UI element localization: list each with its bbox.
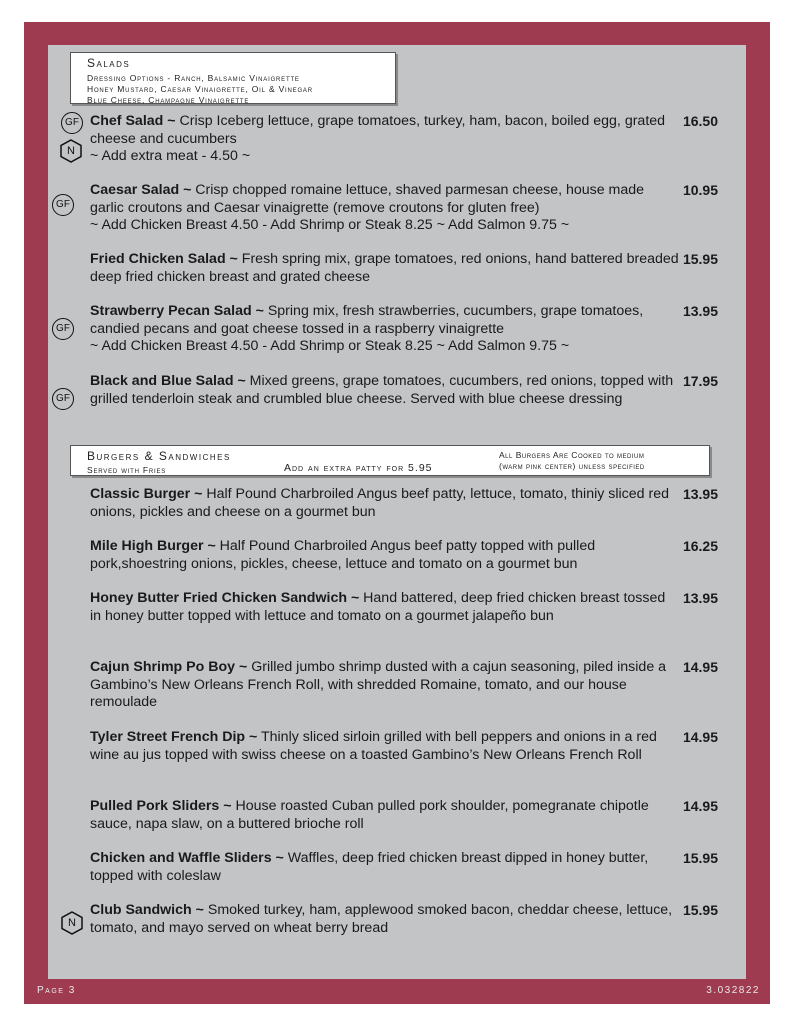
item-name: Black and Blue Salad ~ [90, 373, 246, 389]
dressing-line: Dressing Options - Ranch, Balsamic Vinaigrette [87, 73, 300, 83]
item-price: 17.95 [682, 373, 718, 389]
item-description: Hand battered, deep fried chicken breast tossed in honey butter topped with lettuce and tomato on a gourmet jalapeño bun [90, 590, 666, 624]
gluten-free-icon: GF [52, 318, 74, 340]
item-name: Fried Chicken Salad ~ [90, 251, 238, 267]
item-addon: ~ Add Chicken Breast 4.50 - Add Shrimp or Steak 8.25 ~ Add Salmon 9.75 ~ [90, 338, 570, 354]
item-price: 10.95 [682, 182, 718, 198]
item-price: 15.95 [682, 251, 718, 267]
item-price: 16.50 [682, 113, 718, 129]
item-price: 15.95 [682, 850, 718, 866]
item-price: 14.95 [682, 729, 718, 745]
item-description: Spring mix, fresh strawberries, cucumbers, grape tomatoes, candied pecans and goat cheese tossed in a raspberry vinaigrette [90, 303, 644, 337]
menu-item-chicken-waffle-sliders [90, 850, 680, 885]
menu-item-black-and-blue-salad [90, 373, 680, 408]
item-addon: ~ Add Chicken Breast 4.50 - Add Shrimp or Steak 8.25 ~ Add Salmon 9.75 ~ [90, 217, 570, 233]
item-description: Half Pound Charbroiled Angus beef patty, lettuce, tomato, thiniy sliced red onions, pickles and cheese on a gourmet bun [90, 486, 669, 520]
menu-item-classic-burger [90, 486, 680, 521]
item-price: 13.95 [682, 303, 718, 319]
item-name: Club Sandwich ~ [90, 902, 204, 918]
item-price: 15.95 [682, 902, 718, 918]
item-price: 14.95 [682, 798, 718, 814]
nut-label: N [67, 145, 75, 157]
item-description: Grilled jumbo shrimp dusted with a cajun seasoning, piled inside a Gambino’s New Orleans French Roll, with shredded Romaine, tomato, and our house remoulade [90, 659, 667, 710]
item-description: Thinly sliced sirloin grilled with bell peppers and onions in a red wine au jus topped with swiss cheese on a toasted Gambino’s New Orleans French Roll [90, 729, 657, 763]
menu-item-strawberry-pecan-salad [90, 303, 680, 356]
item-name: Caesar Salad ~ [90, 182, 192, 198]
nut-label: N [68, 917, 76, 929]
menu-item-pulled-pork-sliders [90, 798, 680, 833]
item-addon: ~ Add extra meat - 4.50 ~ [90, 148, 251, 164]
item-description: House roasted Cuban pulled pork shoulder, pomegranate chipotle sauce, napa slaw, on a buttered brioche roll [90, 798, 649, 832]
menu-item-honey-butter-chicken-sandwich [90, 590, 680, 625]
item-price: 16.25 [682, 538, 718, 554]
menu-item-club-sandwich [90, 902, 680, 937]
menu-item-fried-chicken-salad [90, 251, 680, 286]
item-description: Fresh spring mix, grape tomatoes, red onions, hand battered breaded deep fried chicken breast and grated cheese [90, 251, 679, 285]
item-name: Pulled Pork Sliders ~ [90, 798, 232, 814]
menu-item-mile-high-burger [90, 538, 680, 573]
item-name: Mile High Burger ~ [90, 538, 216, 554]
gluten-free-icon: GF [52, 388, 74, 410]
item-description: Crisp Iceberg lettuce, grape tomatoes, turkey, ham, bacon, boiled egg, grated cheese and cucumbers [90, 113, 666, 147]
item-price: 13.95 [682, 486, 718, 502]
burgers-subtitle: Served with Fries [87, 465, 167, 475]
cook-note-line: (warm pink center) unless specified [499, 461, 645, 471]
menu-item-cajun-shrimp-po-boy [90, 659, 680, 712]
item-description: Smoked turkey, ham, applewood smoked bacon, cheddar cheese, lettuce, tomato, and mayo served on wheat berry bread [90, 902, 673, 936]
item-name: Tyler Street French Dip ~ [90, 729, 258, 745]
salads-title: Salads [87, 56, 131, 70]
dressing-line: Blue Cheese, Champagne Vinaigrette [87, 95, 250, 105]
nut-hexagon-icon [59, 139, 83, 163]
item-name: Cajun Shrimp Po Boy ~ [90, 659, 248, 675]
item-name: Classic Burger ~ [90, 486, 203, 502]
item-description: Crisp chopped romaine lettuce, shaved parmesan cheese, house made garlic croutons and Caesar vinaigrette (remove croutons for gluten free) [90, 182, 645, 216]
burgers-header [70, 445, 710, 476]
extra-patty-note: Add an extra patty for 5.95 [284, 462, 433, 474]
menu-item-chef-salad [90, 113, 680, 166]
item-name: Honey Butter Fried Chicken Sandwich ~ [90, 590, 360, 606]
menu-item-caesar-salad [90, 182, 680, 235]
dressing-line: Honey Mustard, Caesar Vinaigrette, Oil & Vinegar [87, 84, 313, 94]
burgers-title: Burgers & Sandwiches [87, 449, 231, 463]
item-description: Mixed greens, grape tomatoes, cucumbers, red onions, topped with grilled tenderloin steak and crumbled blue cheese. Served with blue cheese dressing [90, 373, 674, 407]
item-price: 14.95 [682, 659, 718, 675]
gluten-free-icon: GF [61, 112, 83, 134]
cook-note-line: All Burgers Are Cooked to medium [499, 450, 645, 460]
item-name: Chef Salad ~ [90, 113, 176, 129]
page-number: Page 3 [37, 985, 76, 996]
nut-hexagon-icon [60, 911, 84, 935]
gluten-free-icon: GF [52, 194, 74, 216]
item-description: Waffles, deep fried chicken breast dipped in honey butter, topped with coleslaw [90, 850, 649, 884]
item-name: Strawberry Pecan Salad ~ [90, 303, 264, 319]
salads-header [70, 52, 396, 104]
item-name: Chicken and Waffle Sliders ~ [90, 850, 284, 866]
version-code: 3.032822 [706, 985, 760, 996]
item-description: Half Pound Charbroiled Angus beef patty topped with pulled pork,shoestring onions, pickles, cheese, lettuce and tomato on a gourmet bun [90, 538, 596, 572]
item-price: 13.95 [682, 590, 718, 606]
menu-item-tyler-street-french-dip [90, 729, 680, 764]
